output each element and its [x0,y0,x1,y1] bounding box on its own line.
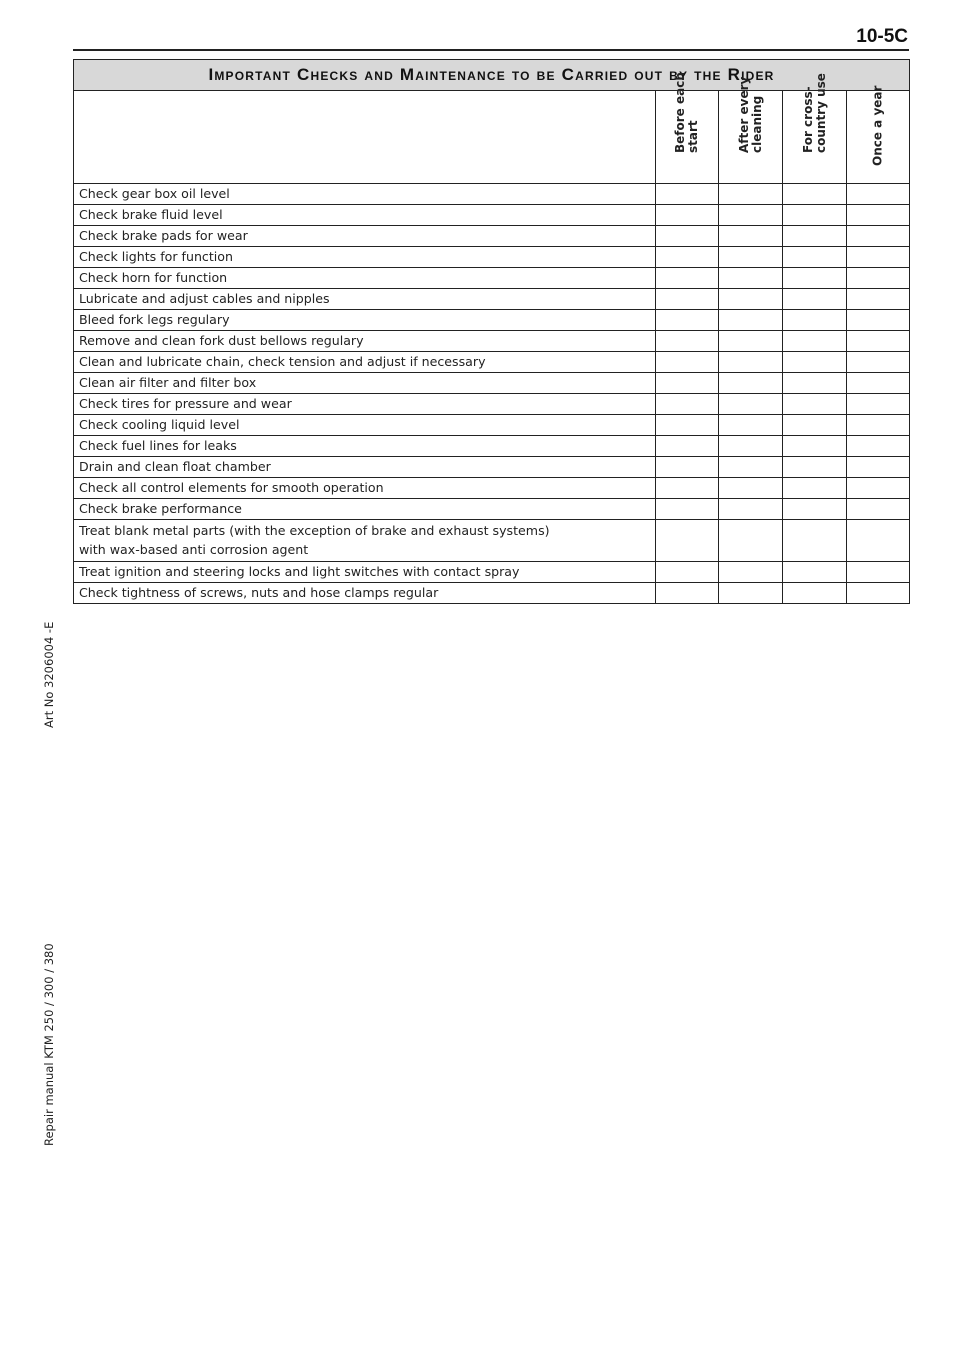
table-row [74,415,910,436]
task-text: Check cooling liquid level [79,417,240,432]
check-cell [847,310,910,331]
task-cell [74,457,656,478]
check-cell [656,436,719,457]
column-header-label [802,73,828,153]
check-cell [783,583,847,604]
task-text: Check brake pads for wear [79,228,248,243]
check-cell [656,373,719,394]
check-cell [719,583,783,604]
table-row [74,310,910,331]
check-cell [719,373,783,394]
column-header-label [738,77,764,153]
check-cell [847,373,910,394]
check-cell [783,436,847,457]
check-cell [847,457,910,478]
check-cell [656,394,719,415]
check-cell [783,331,847,352]
table-row [74,352,910,373]
column-header-line: start [686,120,700,153]
check-cell [656,415,719,436]
check-cell [656,226,719,247]
check-cell [719,268,783,289]
check-cell [847,226,910,247]
check-cell [847,352,910,373]
task-text: Treat ignition and steering locks and light switches with contact spray [79,564,520,579]
table-row [74,289,910,310]
column-header-line: cleaning [749,95,764,153]
check-cell [656,352,719,373]
check-cell [656,184,719,205]
task-text: Remove and clean fork dust bellows regulary [79,333,364,348]
task-cell [74,205,656,226]
page-number: 10-5C [856,26,908,47]
task-text: Check tightness of screws, nuts and hose clamps regular [79,585,439,600]
check-cell [783,184,847,205]
check-cell [783,478,847,499]
table-row [74,184,910,205]
check-cell [719,184,783,205]
check-cell [719,331,783,352]
task-cell [74,478,656,499]
task-cell [74,499,656,520]
task-column-header [74,91,656,184]
task-text: Check horn for function [79,270,228,285]
task-cell [74,583,656,604]
table-row [74,205,910,226]
table-row [74,331,910,352]
task-text: Bleed fork legs regulary [79,312,230,327]
check-cell [847,478,910,499]
task-cell [74,331,656,352]
check-cell [719,457,783,478]
task-text: Check brake fluid level [79,207,223,222]
task-text: Check brake performance [79,501,242,516]
check-cell [719,499,783,520]
check-cell [783,205,847,226]
check-cell [847,520,910,562]
check-cell [656,583,719,604]
check-cell [719,352,783,373]
check-cell [783,373,847,394]
check-cell [656,205,719,226]
maintenance-table [73,59,910,604]
check-cell [783,352,847,373]
check-cell [783,499,847,520]
check-cell [847,268,910,289]
task-cell [74,289,656,310]
task-cell [74,310,656,331]
task-cell [74,520,656,562]
check-cell [783,457,847,478]
check-cell [847,205,910,226]
check-cell [847,562,910,583]
table-row [74,520,910,562]
check-cell [783,268,847,289]
column-header-line: Before each [673,72,687,153]
table-row [74,583,910,604]
column-header-label [872,86,885,166]
side-manual-title: Repair manual KTM 250 / 300 / 380 [42,943,56,1146]
column-header-line: country use [813,73,828,153]
check-cell [719,478,783,499]
check-cell [847,583,910,604]
table-row [74,394,910,415]
table-row [74,436,910,457]
check-cell [719,289,783,310]
check-cell [656,310,719,331]
task-text: Treat blank metal parts (with the exception of brake and exhaust systems) [79,523,550,538]
check-cell [656,289,719,310]
task-cell [74,436,656,457]
task-text: Drain and clean float chamber [79,459,271,474]
table-row [74,499,910,520]
task-cell [74,373,656,394]
check-cell [847,436,910,457]
table-row [74,457,910,478]
check-cell [847,394,910,415]
check-cell [783,562,847,583]
column-header [719,76,783,184]
task-text: Check tires for pressure and wear [79,396,292,411]
check-cell [656,247,719,268]
check-cell [656,268,719,289]
table-row [74,373,910,394]
task-cell [74,415,656,436]
check-cell [783,520,847,562]
check-cell [656,457,719,478]
column-header-line: Once a year [870,85,885,166]
check-cell [656,520,719,562]
check-cell [719,520,783,562]
check-cell [783,310,847,331]
table-row [74,562,910,583]
check-cell [783,289,847,310]
task-cell [74,247,656,268]
column-header [847,85,910,184]
column-header [783,73,847,184]
check-cell [783,415,847,436]
task-text: Check lights for function [79,249,233,264]
check-cell [847,184,910,205]
column-header-label [674,72,700,153]
table-row [74,247,910,268]
check-cell [656,478,719,499]
check-cell [847,499,910,520]
header-rule [73,49,909,51]
check-cell [783,226,847,247]
check-cell [783,247,847,268]
check-cell [656,499,719,520]
check-cell [719,562,783,583]
task-cell [74,268,656,289]
task-text: Check fuel lines for leaks [79,438,237,453]
check-cell [719,205,783,226]
check-cell [719,436,783,457]
task-text-line2: with wax-based anti corrosion agent [79,542,309,557]
task-cell [74,184,656,205]
check-cell [719,226,783,247]
check-cell [656,562,719,583]
table-row [74,226,910,247]
column-header [656,72,719,184]
check-cell [847,247,910,268]
check-cell [656,331,719,352]
task-cell [74,352,656,373]
task-cell [74,226,656,247]
check-cell [719,310,783,331]
check-cell [719,415,783,436]
check-cell [719,394,783,415]
task-text: Check all control elements for smooth operation [79,480,384,495]
task-cell [74,562,656,583]
task-text: Check gear box oil level [79,186,230,201]
table-row [74,478,910,499]
task-cell [74,394,656,415]
side-art-number: Art No 3206004 -E [42,621,56,728]
task-text: Lubricate and adjust cables and nipples [79,291,330,306]
task-text: Clean air filter and filter box [79,375,257,390]
check-cell [719,247,783,268]
check-cell [783,394,847,415]
check-cell [847,415,910,436]
task-text: Clean and lubricate chain, check tension and adjust if necessary [79,354,486,369]
column-header-line: For cross- [800,86,815,153]
table-title: Important Checks and Maintenance to be Carried out by the Rider [74,60,910,91]
column-header-line: After every [736,76,751,153]
table-row [74,268,910,289]
check-cell [847,331,910,352]
check-cell [847,289,910,310]
